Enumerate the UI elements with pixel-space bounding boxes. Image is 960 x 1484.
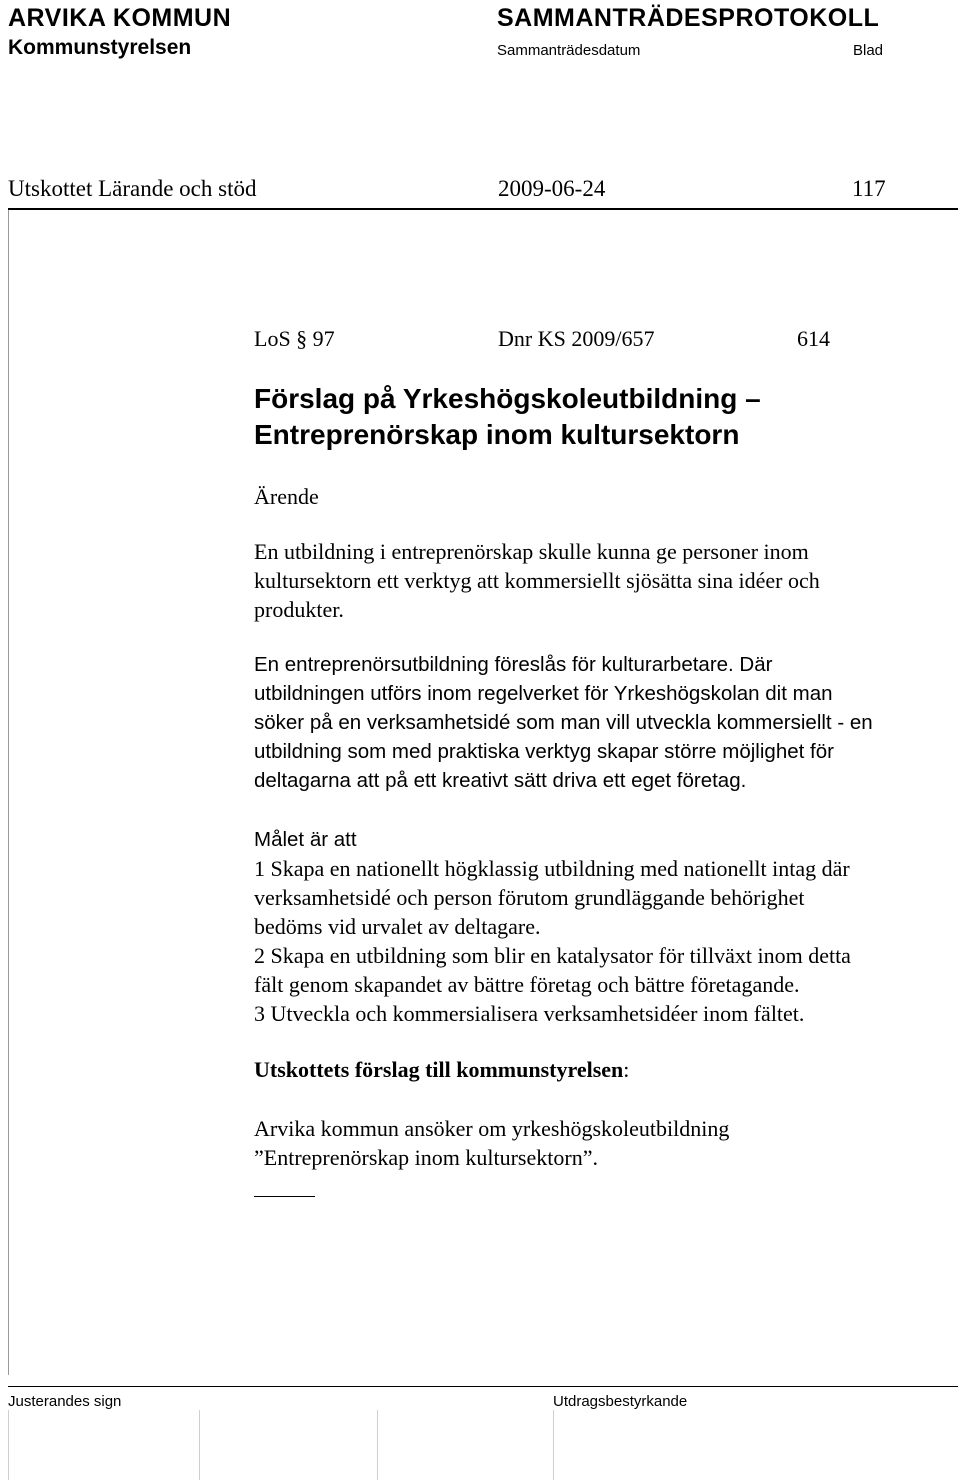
signature-box-divider	[553, 1410, 554, 1480]
case-dnr: Dnr KS 2009/657	[498, 326, 655, 351]
case-title-line1: Förslag på Yrkeshögskoleutbildning –	[254, 383, 761, 414]
page-number: 117	[852, 176, 886, 201]
goal-line: verksamhetsidé och person förutom grundläggande behörighet	[254, 885, 805, 910]
meeting-date-label: Sammanträdesdatum	[497, 42, 641, 59]
organization-name: ARVIKA KOMMUN	[8, 4, 232, 32]
signature-box-divider	[199, 1410, 200, 1480]
arende-line: kultursektorn ett verktyg att kommersiellt sjösätta sina idéer och	[254, 568, 820, 593]
case-number: 614	[797, 326, 830, 351]
proposal-heading	[254, 1055, 629, 1084]
paragraph-line: utbildning som med praktiska verktyg skapar större möjlighet för	[254, 740, 834, 763]
proposal-line: ”Entreprenörskap inom kultursektorn”.	[254, 1145, 598, 1170]
goal-line: 1 Skapa en nationellt högklassig utbildning med nationellt intag där	[254, 856, 850, 881]
proposal-line: Arvika kommun ansöker om yrkeshögskoleutbildning	[254, 1116, 730, 1141]
proposal-heading-colon: :	[623, 1057, 630, 1082]
goal-line: fält genom skapandet av bättre företag och bättre företagande.	[254, 972, 800, 997]
page-label: Blad	[853, 42, 884, 59]
committee-name: Utskottet Lärande och stöd	[8, 176, 257, 201]
paragraph-line: En entreprenörsutbildning föreslås för kulturarbetare. Där	[254, 653, 773, 676]
case-reference: LoS § 97	[254, 326, 335, 351]
board-name: Kommunstyrelsen	[8, 36, 192, 59]
signature-box-divider	[377, 1410, 378, 1480]
goal-heading: Målet är att	[254, 828, 357, 851]
header-rule	[8, 208, 958, 210]
meeting-date: 2009-06-24	[498, 176, 606, 201]
goal-line: bedöms vid urvalet av deltagare.	[254, 914, 541, 939]
signature-box-divider	[8, 1410, 9, 1480]
utdragsbestyrkande-label: Utdragsbestyrkande	[553, 1393, 688, 1410]
justerandes-sign-label: Justerandes sign	[8, 1393, 122, 1410]
goal-line: 2 Skapa en utbildning som blir en katalysator för tillväxt inom detta	[254, 943, 851, 968]
paragraph-line: söker på en verksamhetsidé som man vill utveckla kommersiellt - en	[254, 711, 873, 734]
paragraph-line: utbildningen utförs inom regelverket för Yrkeshögskolan dit man	[254, 682, 833, 705]
left-margin-line	[8, 210, 9, 1375]
end-rule	[254, 1196, 315, 1197]
goal-line: 3 Utveckla och kommersialisera verksamhetsidéer inom fältet.	[254, 1001, 805, 1026]
document-type: SAMMANTRÄDESPROTOKOLL	[497, 4, 880, 32]
arende-heading: Ärende	[254, 484, 319, 509]
paragraph-line: deltagarna att på ett kreativt sätt driva ett eget företag.	[254, 769, 747, 792]
arende-line: produkter.	[254, 597, 344, 622]
footer-rule	[8, 1386, 958, 1387]
arende-line: En utbildning i entreprenörskap skulle kunna ge personer inom	[254, 539, 809, 564]
proposal-heading-text: Utskottets förslag till kommunstyrelsen	[254, 1057, 624, 1082]
case-title-line2: Entreprenörskap inom kultursektorn	[254, 419, 740, 450]
